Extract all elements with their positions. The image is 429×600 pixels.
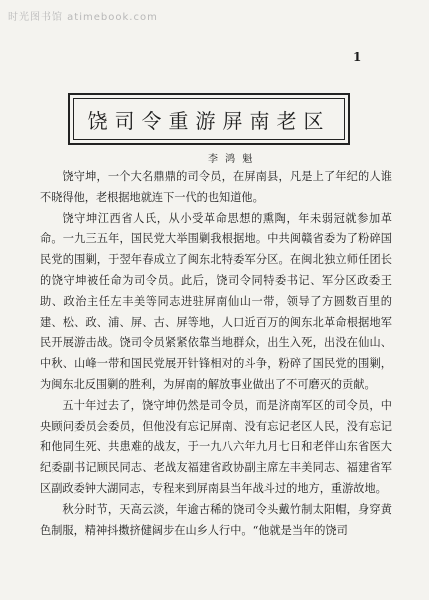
watermark-text: 时光图书馆 atimebook.com <box>8 12 158 23</box>
article-body <box>40 167 392 541</box>
paragraph-1: 饶守坤，一个大名鼎鼎的司令员，在屏南县，凡是上了年纪的人谁不晓得他，老根据地就连下一代的也知道他。 <box>40 170 392 204</box>
paragraph-4: 秋分时节，天高云淡，年逾古稀的饶司令头戴竹制太阳帽，身穿黄色制服，精神抖擞挤健阔步在山乡人行中。“他就是当年的饶司 <box>40 502 392 537</box>
title-frame <box>68 93 350 145</box>
paragraph-2: 饶守坤江西省人氏，从小受革命思想的熏陶，年未弱冠就参加革命。一九三五年，国民党大举围剿我根据地。中共闽赣省委为了粉碎国民党的围剿，于翌年春成立了闽东北特委军分区。在闽北独立师任团长的饶守坤被任命为司令员。此后，饶司令同特委书记、军分区政委王助、政治主任左丰美等同志进驻屏南仙山一带，领导了方圆数百里的建、松、政、浦、屏、古、屏等地，人口近百万的闽东北革命根据地军民开展游击战。饶司令员紧紧依靠当地群众，出生入死，出没在仙山、中秋、山峰一带和国民党展开针锋相对的斗争，粉碎了国民党的围剿，为闽东北反围剿的胜利，为屏南的解放事业做出了不可磨灭的贡献。 <box>40 211 392 391</box>
title-frame-inner <box>73 98 345 140</box>
page-number: 1 <box>353 50 362 64</box>
author-byline: 李 鸿 魁 <box>208 154 255 165</box>
paragraph-3: 五十年过去了，饶守坤仍然是司令员，而是济南军区的司令员，中央顾问委员会委员，但他没有忘记屏南、没有忘记老区人民，没有忘记和他同生死、共患难的战友，于一九八六年九月七日和老伴山东省医大纪委副书记顾民同志、老战友福建省政协副主席左丰美同志、福建省军区副政委钟大湖同志，专程来到屏南县当年战斗过的地方，重游故地。 <box>40 398 392 495</box>
article-title: 饶司令重游屏南老区 <box>87 108 331 133</box>
